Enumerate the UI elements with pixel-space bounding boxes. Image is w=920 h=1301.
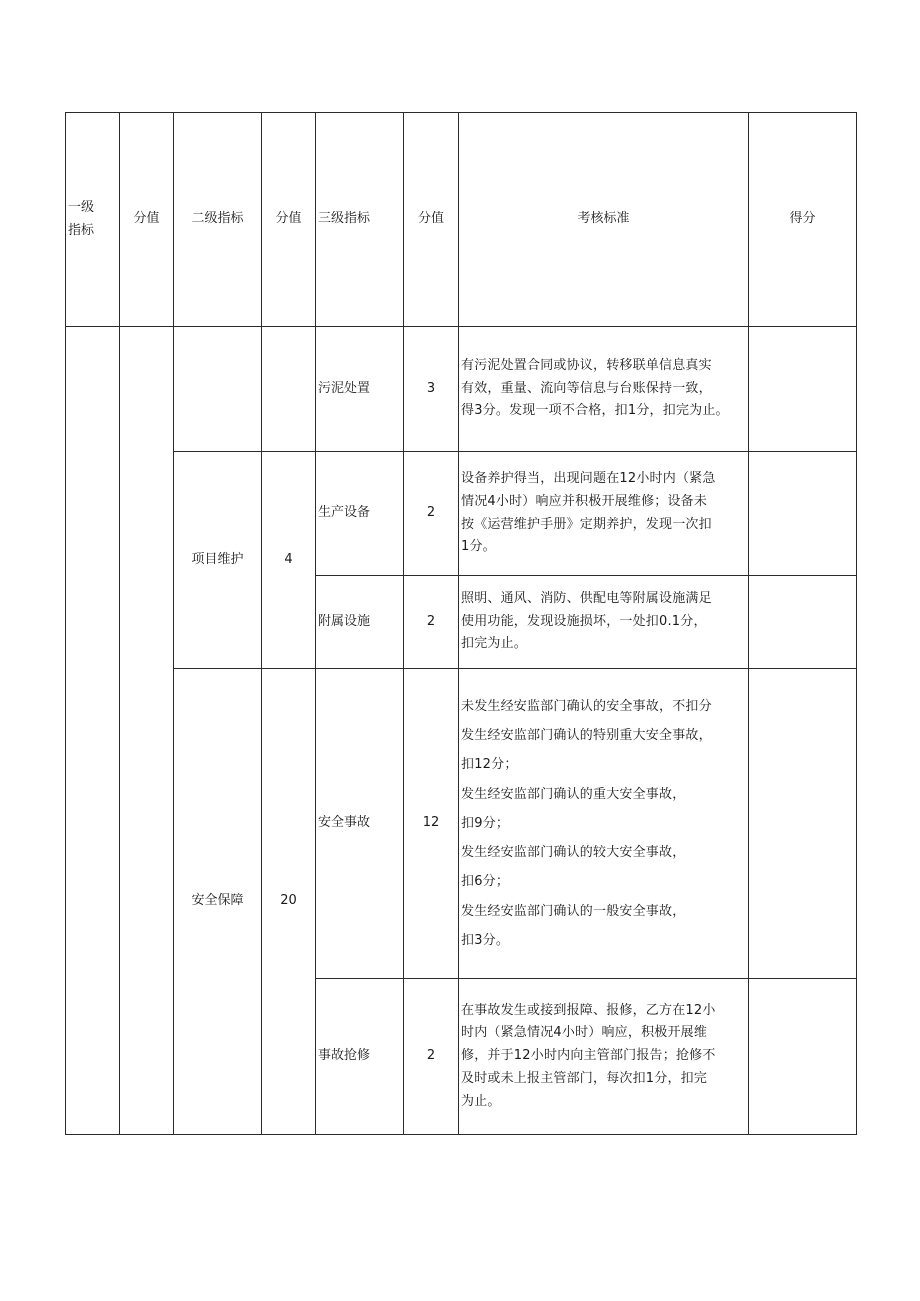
header-level3: 三级指标 xyxy=(316,113,404,327)
header-level1 xyxy=(66,113,120,327)
level3-cell: 污泥处置 xyxy=(316,327,404,452)
score3-cell: 12 xyxy=(404,669,459,979)
criteria-line: 发生经安监部门确认的重大安全事故， xyxy=(461,786,686,802)
criteria-line: 发生经安监部门确认的较大安全事故， xyxy=(461,845,686,861)
criteria-line: 发生经安监部门确认的特别重大安全事故， xyxy=(461,728,712,744)
header-level2: 二级指标 xyxy=(174,113,262,327)
criteria-line: 使用功能，发现设施损坏，一处扣0.1分， xyxy=(461,613,707,629)
criteria-line: 及时或未上报主管部门，每次扣1分，扣完 xyxy=(461,1070,708,1086)
criteria-line: 扣6分； xyxy=(461,874,510,890)
score3-cell: 3 xyxy=(404,327,459,452)
result-cell xyxy=(749,327,857,452)
criteria-line: 未发生经安监部门确认的安全事故，不扣分 xyxy=(461,698,712,714)
score1-cell xyxy=(120,327,174,1135)
level2-cell: 安全保障 xyxy=(174,669,262,1135)
criteria-cell xyxy=(459,669,749,979)
criteria-line: 发生经安监部门确认的一般安全事故， xyxy=(461,903,686,919)
level2-cell-empty xyxy=(174,327,262,452)
criteria-line: 扣完为止。 xyxy=(461,636,528,652)
evaluation-table xyxy=(65,112,857,1135)
criteria-line: 设备养护得当，出现问题在12小时内（紧急 xyxy=(461,471,716,486)
criteria-line: 时内（紧急情况4小时）响应，积极开展维 xyxy=(461,1025,708,1041)
score2-cell: 20 xyxy=(262,669,316,1135)
header-level1-line2: 指标 xyxy=(68,223,95,239)
score2-cell: 4 xyxy=(262,452,316,669)
criteria-line: 有效，重量、流向等信息与台账保持一致， xyxy=(461,380,712,396)
result-cell xyxy=(749,452,857,576)
criteria-cell xyxy=(459,979,749,1135)
header-score2: 分值 xyxy=(262,113,316,327)
criteria-line: 扣9分； xyxy=(461,815,510,831)
table-row xyxy=(66,452,857,576)
score3-cell: 2 xyxy=(404,576,459,669)
score2-cell-empty xyxy=(262,327,316,452)
level3-cell: 事故抢修 xyxy=(316,979,404,1135)
result-cell xyxy=(749,979,857,1135)
criteria-cell xyxy=(459,576,749,669)
header-score3: 分值 xyxy=(404,113,459,327)
criteria-line: 修，并于12小时内向主管部门报告；抢修不 xyxy=(461,1048,716,1064)
criteria-line: 得3分。发现一项不合格，扣1分，扣完为止。 xyxy=(461,403,729,419)
criteria-line: 为止。 xyxy=(461,1093,501,1109)
table-row xyxy=(66,669,857,979)
criteria-line: 有污泥处置合同或协议，转移联单信息真实 xyxy=(461,357,712,373)
header-score1: 分值 xyxy=(120,113,174,327)
level3-cell: 安全事故 xyxy=(316,669,404,979)
score3-cell: 2 xyxy=(404,452,459,576)
level2-cell: 项目维护 xyxy=(174,452,262,669)
table-row xyxy=(66,327,857,452)
header-level1-line1: 一级 xyxy=(68,199,95,215)
level3-cell: 生产设备 xyxy=(316,452,404,576)
score3-cell: 2 xyxy=(404,979,459,1135)
criteria-cell xyxy=(459,327,749,452)
criteria-cell xyxy=(459,452,749,576)
criteria-line: 在事故发生或接到报障、报修，乙方在12小 xyxy=(461,1002,716,1018)
header-row xyxy=(66,113,857,327)
criteria-line: 扣12分； xyxy=(461,757,518,773)
result-cell xyxy=(749,576,857,669)
criteria-line: 情况4小时）响应并积极开展维修；设备未 xyxy=(461,493,708,509)
header-result: 得分 xyxy=(749,113,857,327)
level3-cell: 附属设施 xyxy=(316,576,404,669)
criteria-line: 照明、通风、消防、供配电等附属设施满足 xyxy=(461,590,712,606)
criteria-line: 按《运营维护手册》定期养护，发现一次扣 xyxy=(461,516,712,532)
result-cell xyxy=(749,669,857,979)
header-criteria: 考核标准 xyxy=(459,113,749,327)
criteria-line: 扣3分。 xyxy=(461,932,510,948)
level1-cell xyxy=(66,327,120,1135)
criteria-line: 1分。 xyxy=(461,539,496,555)
